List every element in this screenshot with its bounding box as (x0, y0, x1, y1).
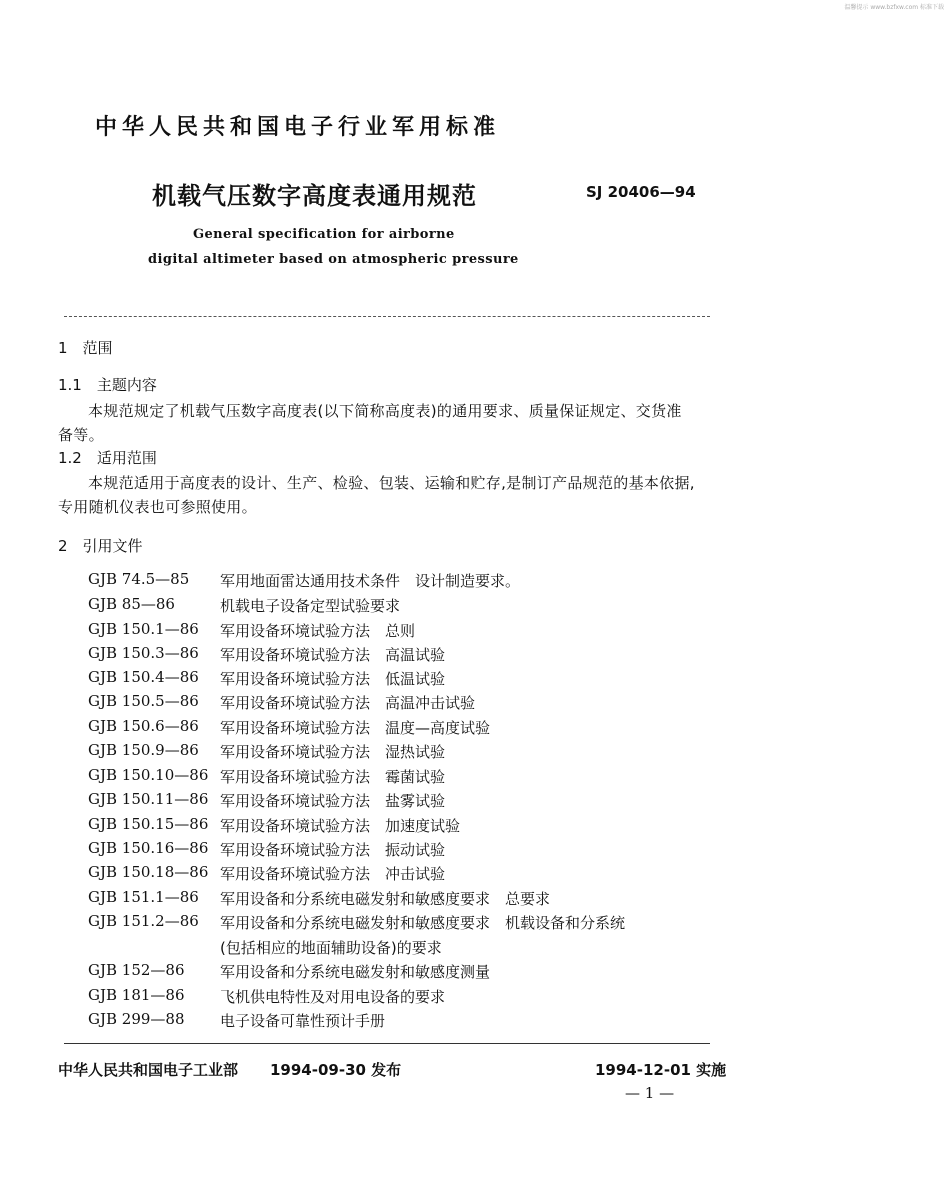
reference-title: 军用设备环境试验方法 冲击试验 (220, 865, 446, 883)
reference-title: 军用设备和分系统电磁发射和敏感度要求 机载设备和分系统 (220, 914, 626, 932)
reference-title: 军用设备环境试验方法 低温试验 (220, 670, 446, 688)
section-1-2-heading: 1.2 适用范围 (58, 449, 157, 467)
reference-code: GJB 150.9—86 (88, 741, 199, 759)
reference-title: 军用设备和分系统电磁发射和敏感度测量 (220, 963, 491, 981)
reference-title: 电子设备可靠性预计手册 (220, 1012, 386, 1030)
reference-code: GJB 299—88 (88, 1010, 185, 1028)
standard-category-header: 中华人民共和国电子行业军用标准 (95, 115, 501, 140)
reference-code: GJB 150.6—86 (88, 717, 199, 735)
reference-title: 机载电子设备定型试验要求 (220, 597, 401, 615)
section-1-1-text-line-1: 本规范规定了机载气压数字高度表(以下简称高度表)的通用要求、质量保证规定、交货准 (88, 402, 682, 420)
reference-title: 军用设备环境试验方法 总则 (220, 622, 416, 640)
reference-code: GJB 150.1—86 (88, 620, 199, 638)
footer-divider (64, 1043, 710, 1044)
section-1-1-text-line-2: 备等。 (58, 426, 104, 444)
reference-code: GJB 150.4—86 (88, 668, 199, 686)
reference-code: GJB 150.15—86 (88, 815, 209, 833)
reference-title: 军用设备环境试验方法 盐雾试验 (220, 792, 446, 810)
reference-code: GJB 151.2—86 (88, 912, 199, 930)
reference-title: 军用设备环境试验方法 高温试验 (220, 646, 446, 664)
reference-title: 军用设备和分系统电磁发射和敏感度要求 总要求 (220, 890, 551, 908)
section-1-2-text-line-1: 本规范适用于高度表的设计、生产、检验、包装、运输和贮存,是制订产品规范的基本依据, (88, 474, 695, 492)
reference-title: 军用设备环境试验方法 湿热试验 (220, 743, 446, 761)
reference-title: 军用设备环境试验方法 温度—高度试验 (220, 719, 491, 737)
english-title-line-1: General specification for airborne (193, 227, 455, 242)
reference-code: GJB 150.10—86 (88, 766, 209, 784)
corner-watermark: 温馨提示 www.bzfxw.com 标准下载 (844, 4, 944, 11)
effective-date: 1994-12-01 实施 (595, 1061, 727, 1079)
reference-title: 军用设备环境试验方法 加速度试验 (220, 817, 461, 835)
page-number: — 1 — (625, 1084, 675, 1102)
reference-code: GJB 150.16—86 (88, 839, 209, 857)
reference-code: GJB 152—86 (88, 961, 185, 979)
section-2-heading: 2 引用文件 (58, 537, 143, 555)
reference-code: GJB 181—86 (88, 986, 185, 1004)
reference-code: GJB 150.18—86 (88, 863, 209, 881)
reference-title: 军用设备环境试验方法 高温冲击试验 (220, 694, 476, 712)
reference-code: GJB 150.3—86 (88, 644, 199, 662)
reference-code: GJB 85—86 (88, 595, 175, 613)
title-divider (64, 316, 710, 317)
reference-code: GJB 150.11—86 (88, 790, 209, 808)
reference-title: 军用设备环境试验方法 霉菌试验 (220, 768, 446, 786)
reference-title: 飞机供电特性及对用电设备的要求 (220, 988, 446, 1006)
reference-code: GJB 151.1—86 (88, 888, 199, 906)
reference-code: GJB 74.5—85 (88, 570, 190, 588)
document-title: 机载气压数字高度表通用规范 (152, 182, 477, 210)
standard-number: SJ 20406—94 (586, 183, 696, 201)
reference-title: 军用地面雷达通用技术条件 设计制造要求。 (220, 572, 521, 590)
issue-date: 1994-09-30 发布 (270, 1061, 402, 1079)
section-1-1-heading: 1.1 主题内容 (58, 376, 157, 394)
section-1-2-text-line-2: 专用随机仪表也可参照使用。 (58, 498, 257, 516)
section-1-heading: 1 范围 (58, 339, 113, 357)
reference-title-continuation: (包括相应的地面辅助设备)的要求 (220, 939, 442, 957)
issuing-authority: 中华人民共和国电子工业部 (58, 1061, 239, 1079)
reference-title: 军用设备环境试验方法 振动试验 (220, 841, 446, 859)
reference-code: GJB 150.5—86 (88, 692, 199, 710)
english-title-line-2: digital altimeter based on atmospheric pressure (148, 252, 519, 267)
